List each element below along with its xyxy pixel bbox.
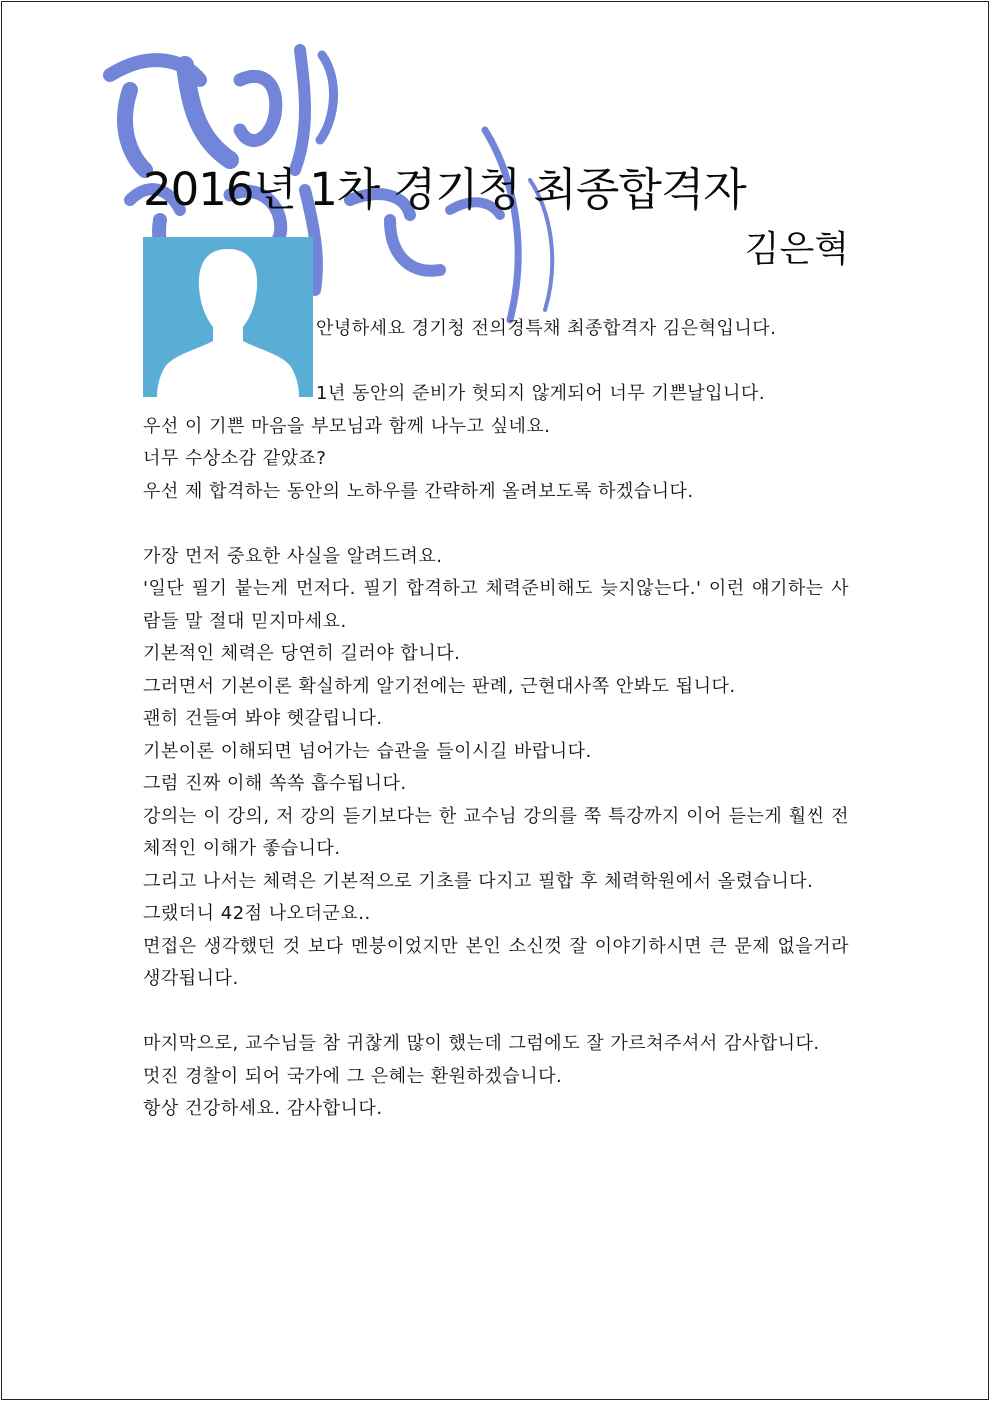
body-paragraph: 가장 먼저 중요한 사실을 알려드려요. <box>143 545 443 567</box>
paragraph-spacer <box>143 508 849 541</box>
body-paragraph: 기본적인 체력은 당연히 길러야 합니다. <box>143 643 461 664</box>
body-paragraph: 마지막으로, 교수님들 참 귀찮게 많이 했는데 그럼에도 잘 가르쳐주셔서 감사합니다. <box>143 1033 820 1054</box>
document-title: 2016년 1차 경기청 최종합격자 <box>143 163 746 216</box>
body-paragraph: 1년 동안의 준비가 헛되지 않게되어 너무 기쁜날입니다. <box>316 383 766 404</box>
body-paragraph: 우선 제 합격하는 동안의 노하우를 간략하게 올려보도록 하겠습니다. <box>143 480 694 502</box>
body-paragraph: 그랬더니 42점 나오더군요.. <box>143 903 371 924</box>
body-paragraph: '일단 필기 붙는게 먼저다. 필기 합격하고 체력준비해도 늦지않는다.' 이런 얘기하는 사람들 말 절대 믿지마세요. <box>143 578 849 632</box>
body-paragraph: 그럼 진짜 이해 쏙쏙 흡수됩니다. <box>143 773 407 794</box>
body-paragraph: 우선 이 기쁜 마음을 부모님과 함께 나누고 싶네요. <box>143 415 551 437</box>
body-paragraph: 괜히 건들여 봐야 헷갈립니다. <box>143 708 383 729</box>
author-name: 김은혁 <box>744 229 849 270</box>
body-paragraph: 멋진 경찰이 되어 국가에 그 은혜는 환원하겠습니다. <box>143 1065 563 1087</box>
body-paragraph: 면접은 생각했던 것 보다 멘붕이었지만 본인 소신껏 잘 이야기하시면 큰 문제 없을거라 생각됩니다. <box>143 935 856 989</box>
body-paragraph: 안녕하세요 경기청 전의경특채 최종합격자 김은혁입니다. <box>316 318 777 339</box>
paragraph-spacer <box>143 996 849 1029</box>
body-paragraph: 강의는 이 강의, 저 강의 듣기보다는 한 교수님 강의를 쭉 특강까지 이어 듣는게 훨씬 전체적인 이해가 좋습니다. <box>143 805 849 859</box>
body-paragraph: 항상 건강하세요. 감사합니다. <box>143 1098 383 1119</box>
body-paragraph: 너무 수상소감 같았죠? <box>143 448 327 469</box>
paragraph-spacer <box>143 346 849 379</box>
document-body <box>143 313 856 1126</box>
body-paragraph: 기본이론 이해되면 넘어가는 습관을 들이시길 바랍니다. <box>143 740 592 762</box>
body-paragraph: 그리고 나서는 체력은 기본적으로 기초를 다지고 필합 후 체력학원에서 올렸습니다. <box>143 870 814 892</box>
body-paragraph: 그러면서 기본이론 확실하게 알기전에는 판례, 근현대사쪽 안봐도 됩니다. <box>143 675 736 697</box>
